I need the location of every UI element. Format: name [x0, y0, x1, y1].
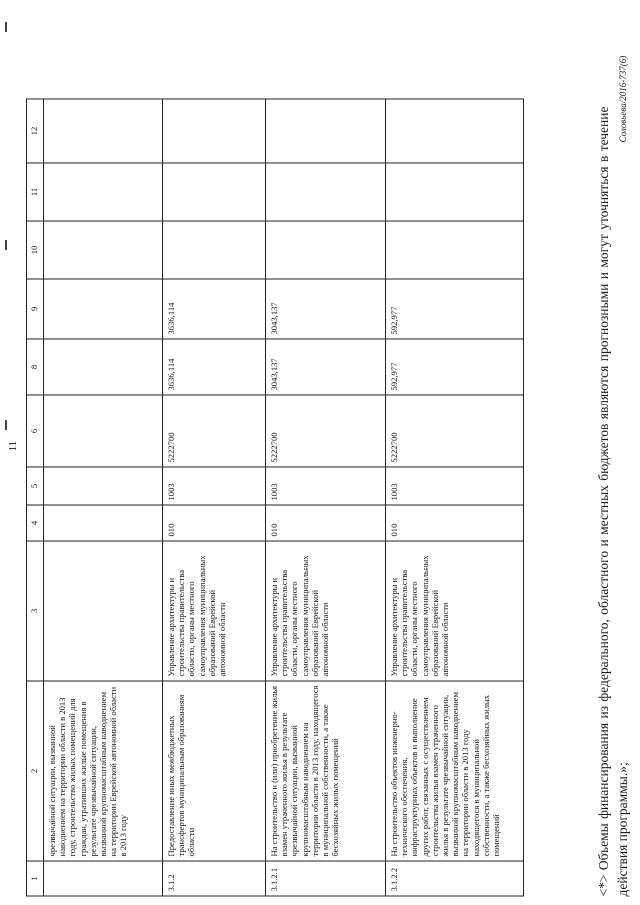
table-row [163, 99, 266, 896]
row-name: чрезвычайной ситуации, вызванной наводнением на территории области в 2013 году, строительство жилых помещений для граждан, утративших жилые помещения в результате чрезвычайной ситуации, вызванной крупномасштабным наводнением на территории Еврейской автономной области в 2013 году [44, 681, 163, 861]
row-code: 3.1.2.1 [266, 861, 386, 896]
row-c12 [386, 99, 524, 163]
row-executor: Управление архитектуры и строительства правительства области, органы местного самоуправления муниципальных образований Еврейской автономной области [266, 541, 386, 681]
row-c8 [44, 339, 163, 395]
row-c5 [44, 467, 163, 505]
row-c10 [44, 221, 163, 279]
row-executor [44, 541, 163, 681]
row-c4: 010 [266, 505, 386, 541]
program-table [26, 99, 524, 897]
row-c11 [163, 163, 266, 221]
row-c9 [44, 279, 163, 339]
header-cell: 5 [27, 467, 44, 505]
footnote: <*> Объемы финансирования из федерального, областного и местных бюджетов являются прогнозными и могут уточняться в течение действия программы.»; [596, 106, 630, 897]
row-c4: 010 [163, 505, 266, 541]
table-row [386, 99, 524, 896]
header-cell: 3 [27, 541, 44, 681]
row-code [44, 861, 163, 896]
header-cell: 9 [27, 279, 44, 339]
row-c8: 3636,114 [163, 339, 266, 395]
page-number: 11 [7, 440, 19, 452]
row-c11 [386, 163, 524, 221]
header-row [27, 99, 44, 896]
row-c12 [266, 99, 386, 163]
row-c5: 1003 [266, 467, 386, 505]
header-cell: 2 [27, 681, 44, 861]
row-c11 [266, 163, 386, 221]
header-cell: 6 [27, 395, 44, 467]
row-c4: 010 [386, 505, 524, 541]
row-c4 [44, 505, 163, 541]
header-cell: 4 [27, 505, 44, 541]
row-c6: 5222700 [163, 395, 266, 467]
header-cell: 8 [27, 339, 44, 395]
row-c8: 592,977 [386, 339, 524, 395]
document-signature: Соловьева/2016-737(6) [618, 55, 628, 143]
row-c8: 3043,137 [266, 339, 386, 395]
header-cell: 1 [27, 861, 44, 896]
table-row [44, 99, 163, 896]
row-c12 [163, 99, 266, 163]
row-c10 [163, 221, 266, 279]
header-cell: 11 [27, 163, 44, 221]
row-c6: 5222700 [266, 395, 386, 467]
row-name: На строительство и (или) приобретение жилья взамен утраченного жилья в результате чрезвычайной ситуации, вызванной крупномасштабным наводнением на территории области в 2013 году, находящегося в муниципальной собственности, а также бесхозяйных жилых помещений [266, 681, 386, 861]
row-c12 [44, 99, 163, 163]
header-cell: 10 [27, 221, 44, 279]
row-c10 [266, 221, 386, 279]
row-c9: 3043,137 [266, 279, 386, 339]
row-c11 [44, 163, 163, 221]
row-executor: Управление архитектуры и строительства правительства области, органы местного самоуправления муниципальных образований Еврейской автономной области [163, 541, 266, 681]
row-code: 3.1.2 [163, 861, 266, 896]
row-c9: 3636,114 [163, 279, 266, 339]
row-c5: 1003 [386, 467, 524, 505]
row-c6: 5222700 [386, 395, 524, 467]
row-c5: 1003 [163, 467, 266, 505]
row-executor: Управление архитектуры и строительства правительства области, органы местного самоуправления муниципальных образований Еврейской автономной области [386, 541, 524, 681]
header-cell: 12 [27, 99, 44, 163]
row-c6 [44, 395, 163, 467]
table-row [266, 99, 386, 896]
row-name: Предоставление иных межбюджетных трансфертов муниципальным образованиям области [163, 681, 266, 861]
row-code: 3.1.2.2 [386, 861, 524, 896]
row-name: На строительство объектов инженерно-технического обеспечения, инфраструктурных объектов и выполнение других работ, связанных с осуществлением строительства жилья взамен утраченного жилья в результате чрезвычайной ситуации, вызванной крупномасштабным наводнением на территории области в 2013 году находящегося в муниципальной собственности, а также бесхозяйных жилых помещений [386, 681, 524, 861]
row-c10 [386, 221, 524, 279]
row-c9: 592,977 [386, 279, 524, 339]
